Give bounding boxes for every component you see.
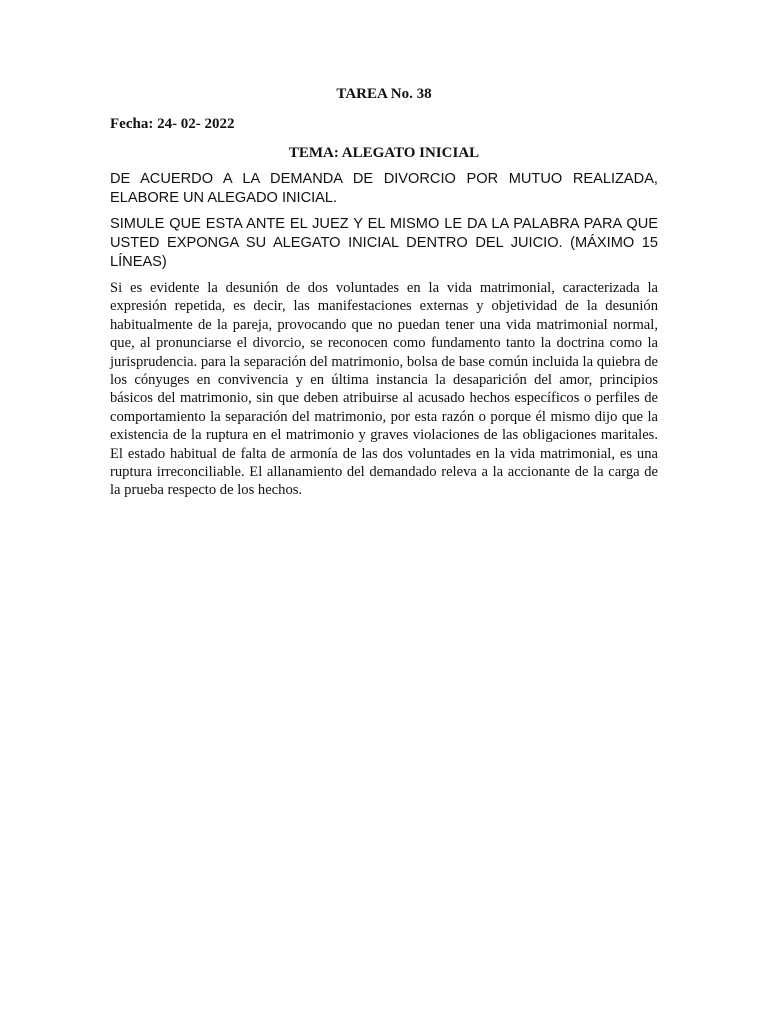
- document-page: [110, 84, 658, 500]
- assignment-topic: TEMA: ALEGATO INICIAL: [288, 145, 480, 161]
- answer-paragraph: Si es evidente la desunión de dos voluntades en la vida matrimonial, caracterizada la expresión repetida, es decir, las manifestaciones externas y objetividad de la desunión habitualmente de la pareja, provocando que no puedan tener una vida matrimonial normal, que, al pronunciarse el divorcio, se reconocen como fundamento tanto la doctrina como la jurisprudencia. para la separación del matrimonio, bolsa de base común incluida la quiebra de los cónyuges en convivencia y en última instancia la desaparición del amor, principios básicos del matrimonio, sin que deben atribuirse al acusado hechos específicos o perfiles de comportamiento la separación del matrimonio, por esta razón o porque él mismo dijo que la existencia de la ruptura en el matrimonio y graves violaciones de las obligaciones maritales. El estado habitual de falta de armonía de las dos voluntades en la vida matrimonial, es una ruptura irreconciliable. El allanamiento del demandado releva a la accionante de la carga de la prueba respecto de los hechos.: [110, 280, 658, 499]
- assignment-title: TAREA No. 38: [336, 86, 432, 102]
- assignment-date: Fecha: 24- 02- 2022: [110, 116, 235, 132]
- instruction-paragraph-1: DE ACUERDO A LA DEMANDA DE DIVORCIO POR MUTUO REALIZADA, ELABORE UN ALEGADO INICIAL.: [110, 171, 658, 206]
- instruction-paragraph-2: SIMULE QUE ESTA ANTE EL JUEZ Y EL MISMO LE DA LA PALABRA PARA QUE USTED EXPONGA SU ALEGATO INICIAL DENTRO DEL JUICIO. (MÁXIMO 15 LÍNEAS): [110, 216, 658, 270]
